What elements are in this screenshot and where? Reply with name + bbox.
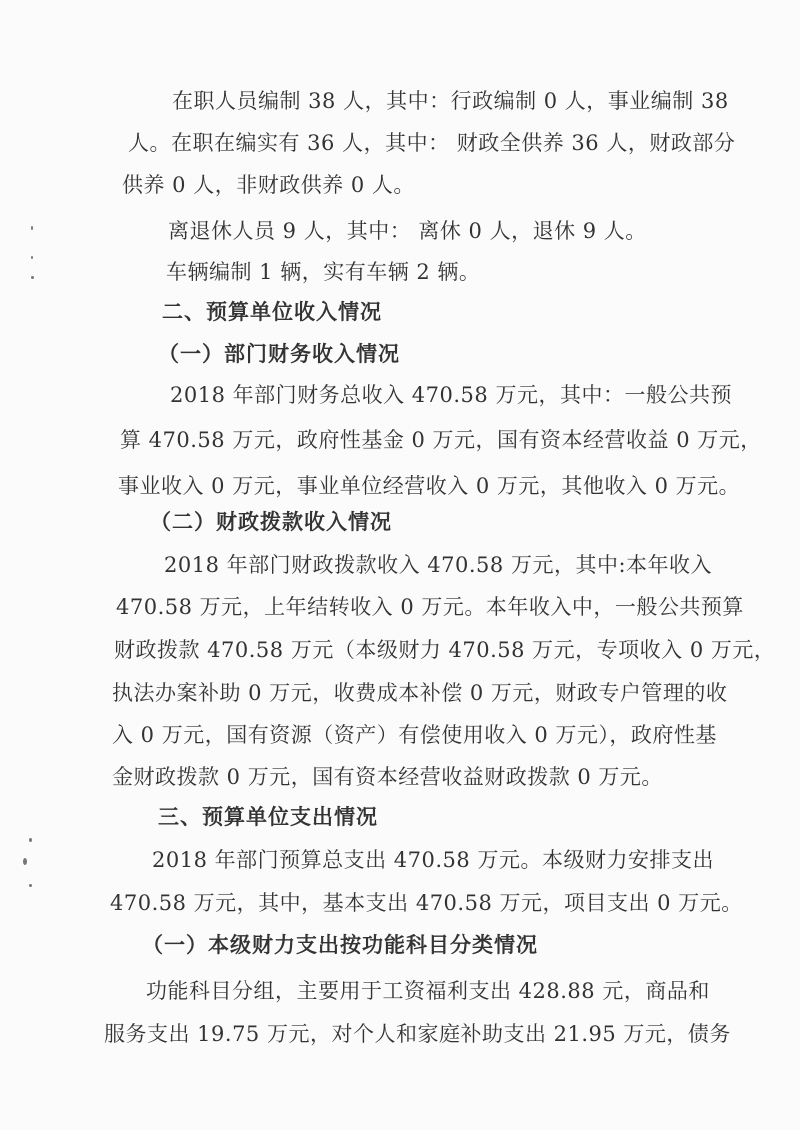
scan-speck xyxy=(31,256,33,259)
section-heading: 三、预算单位支出情况 xyxy=(158,804,378,829)
subsection-heading: （一）部门财务收入情况 xyxy=(158,341,400,366)
text-line: 2018 年部门财政拨款收入 470.58 万元，其中:本年收入 xyxy=(164,553,713,577)
text-line: 功能科目分组，主要用于工资福利支出 428.88 元，商品和 xyxy=(146,979,710,1003)
text-line: 供养 0 人，非财政供养 0 人。 xyxy=(122,173,415,197)
scan-speck xyxy=(29,838,32,842)
subsection-heading: （一）本级财力支出按功能科目分类情况 xyxy=(142,932,538,957)
text-line: 入 0 万元，国有资源（资产）有偿使用收入 0 万元），政府性基 xyxy=(112,723,717,747)
section-heading: 二、预算单位收入情况 xyxy=(162,299,382,324)
text-line: 470.58 万元，其中，基本支出 470.58 万元，项目支出 0 万元。 xyxy=(110,891,743,915)
text-line: 算 470.58 万元，政府性基金 0 万元，国有资本经营收益 0 万元， xyxy=(120,428,762,452)
text-line: 车辆编制 1 辆，实有车辆 2 辆。 xyxy=(166,260,481,284)
text-line: 事业收入 0 万元，事业单位经营收入 0 万元，其他收入 0 万元。 xyxy=(118,474,741,498)
text-line: 财政拨款 470.58 万元（本级财力 470.58 万元，专项收入 0 万元， xyxy=(114,638,776,662)
text-line: 2018 年部门财务总收入 470.58 万元，其中：一般公共预 xyxy=(170,383,732,407)
scan-speck xyxy=(31,226,33,230)
scan-speck xyxy=(29,884,32,887)
text-line: 在职人员编制 38 人，其中：行政编制 0 人，事业编制 38 xyxy=(172,89,729,113)
subsection-heading: （二）财政拨款收入情况 xyxy=(150,509,392,534)
scan-speck xyxy=(23,858,27,865)
text-line: 金财政拨款 0 万元，国有资本经营收益财政拨款 0 万元。 xyxy=(112,765,663,789)
text-line: 服务支出 19.75 万元，对个人和家庭补助支出 21.95 万元，债务 xyxy=(104,1022,731,1046)
text-line: 离退休人员 9 人，其中： 离休 0 人，退休 9 人。 xyxy=(168,219,647,243)
text-line: 人。在职在编实有 36 人，其中： 财政全供养 36 人，财政部分 xyxy=(128,131,736,155)
text-line: 2018 年部门预算总支出 470.58 万元。本级财力安排支出 xyxy=(152,848,714,872)
text-line: 执法办案补助 0 万元，收费成本补偿 0 万元，财政专户管理的收 xyxy=(112,681,728,705)
text-line: 470.58 万元，上年结转收入 0 万元。本年收入中，一般公共预算 xyxy=(116,595,744,619)
scan-speck xyxy=(31,276,34,279)
